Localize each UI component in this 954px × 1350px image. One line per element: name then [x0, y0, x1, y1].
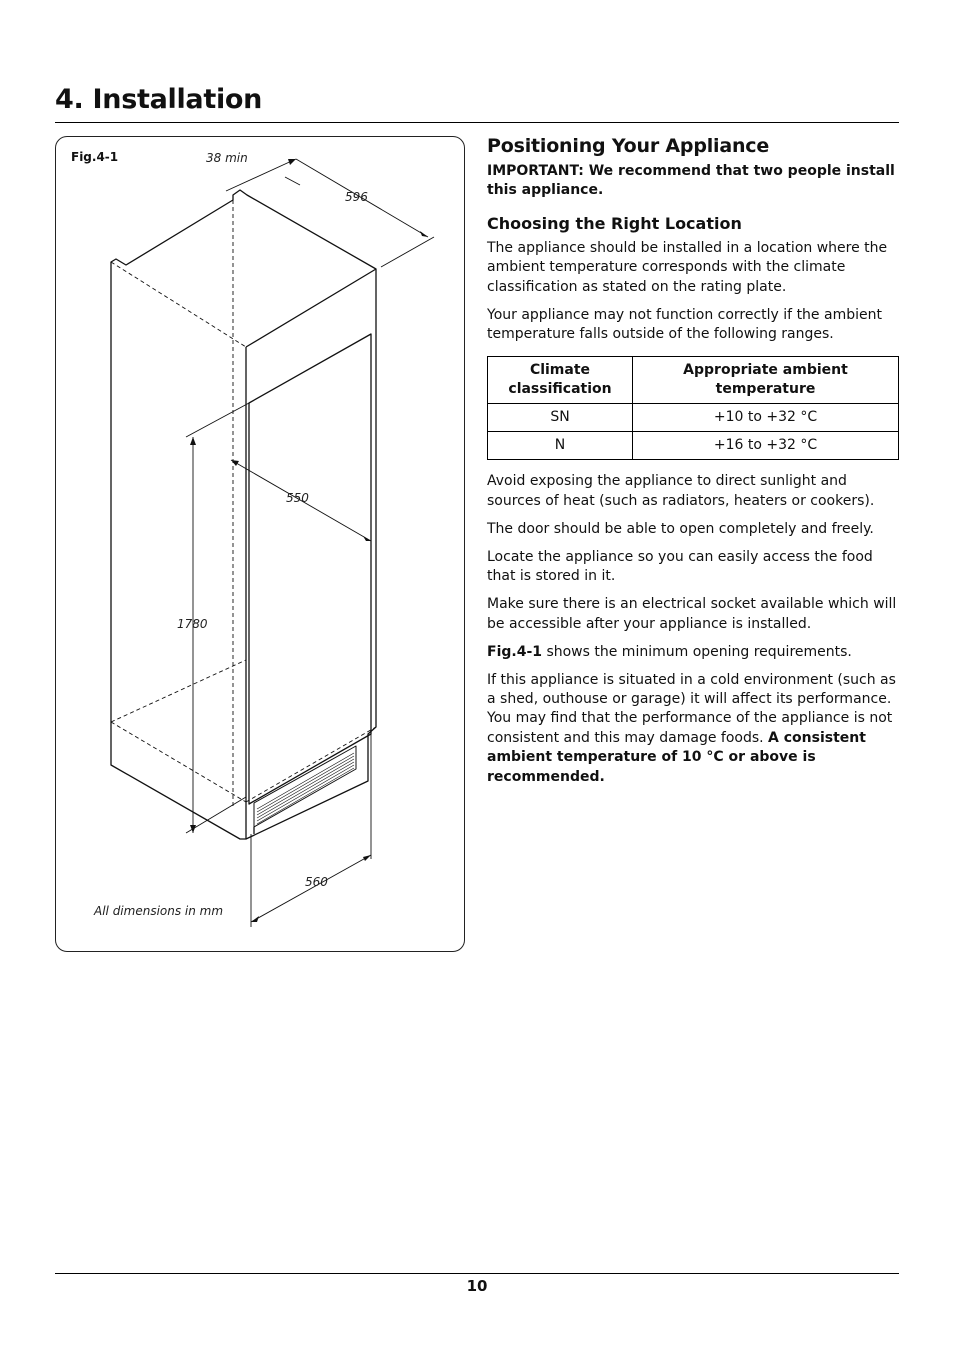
important-prefix: IMPORTANT: — [487, 163, 584, 179]
installation-figure — [55, 136, 465, 952]
table-header-climate: Climate classification — [488, 357, 633, 404]
important-text: We recommend that two people install this appliance. — [487, 163, 895, 199]
table-header-temperature: Appropriate ambient temperature — [633, 357, 899, 404]
cabinet-top-outline — [111, 190, 376, 839]
chapter-title: 4. Installation — [55, 84, 263, 115]
appliance-dimension-diagram — [56, 137, 466, 953]
figure-label: Fig.4-1 — [71, 150, 119, 164]
footer-rule — [55, 1273, 899, 1274]
sunlight-paragraph: Avoid exposing the appliance to direct sunlight and sources of heat (such as radiators, heaters or cookers). — [487, 473, 875, 509]
socket-paragraph: Make sure there is an electrical socket available which will be accessible after your appliance is installed. — [487, 596, 897, 632]
cabinet-top-edge — [246, 269, 376, 347]
access-paragraph: Locate the appliance so you can easily access the food that is stored in it. — [487, 548, 873, 585]
dimension-base-width: 560 — [305, 875, 328, 889]
figure-reference-text: shows the minimum opening requirements. — [542, 643, 852, 660]
vent-grille — [254, 746, 356, 827]
dimension-width: 596 — [345, 190, 368, 204]
table-header-row — [488, 357, 899, 404]
table-cell-temperature: +16 to +32 °C — [633, 432, 899, 460]
subheading: Choosing the Right Location — [487, 213, 742, 233]
content-column — [487, 134, 899, 796]
cold-environment-paragraph — [487, 671, 899, 787]
table-row — [488, 404, 899, 432]
figure-reference: Fig.4-1 — [487, 643, 542, 660]
temperature-recommendation: A consistent ambient temperature of 10 °C or above is recommended. — [487, 729, 866, 785]
dimension-top-gap: 38 min — [206, 151, 248, 165]
location-paragraph: The appliance should be installed in a location where the ambient temperature corresponds with the climate classification as stated on the rating plate. — [487, 239, 888, 295]
appliance-door — [249, 334, 371, 804]
page-number: 10 — [466, 1277, 488, 1295]
climate-table — [487, 356, 899, 460]
dimension-height: 1780 — [177, 617, 208, 631]
figure-reference-paragraph — [487, 643, 899, 662]
table-row — [488, 432, 899, 460]
title-rule — [55, 122, 899, 123]
cold-environment-text: If this appliance is situated in a cold environment (such as a shed, outhouse or garage) it will affect its performance. You may find that the performance of the appliance is not consistent and this may damage foods. — [487, 671, 896, 746]
table-cell-class: N — [488, 432, 633, 460]
important-notice — [487, 162, 899, 201]
ambient-paragraph: Your appliance may not function correctly if the ambient temperature falls outside of the following ranges. — [487, 306, 882, 343]
table-cell-class: SN — [488, 404, 633, 432]
section-heading: Positioning Your Appliance — [487, 135, 770, 157]
dimension-depth: 550 — [286, 491, 309, 505]
dimension-note: All dimensions in mm — [94, 904, 224, 918]
table-cell-temperature: +10 to +32 °C — [633, 404, 899, 432]
door-paragraph: The door should be able to open completely and freely. — [487, 520, 874, 537]
